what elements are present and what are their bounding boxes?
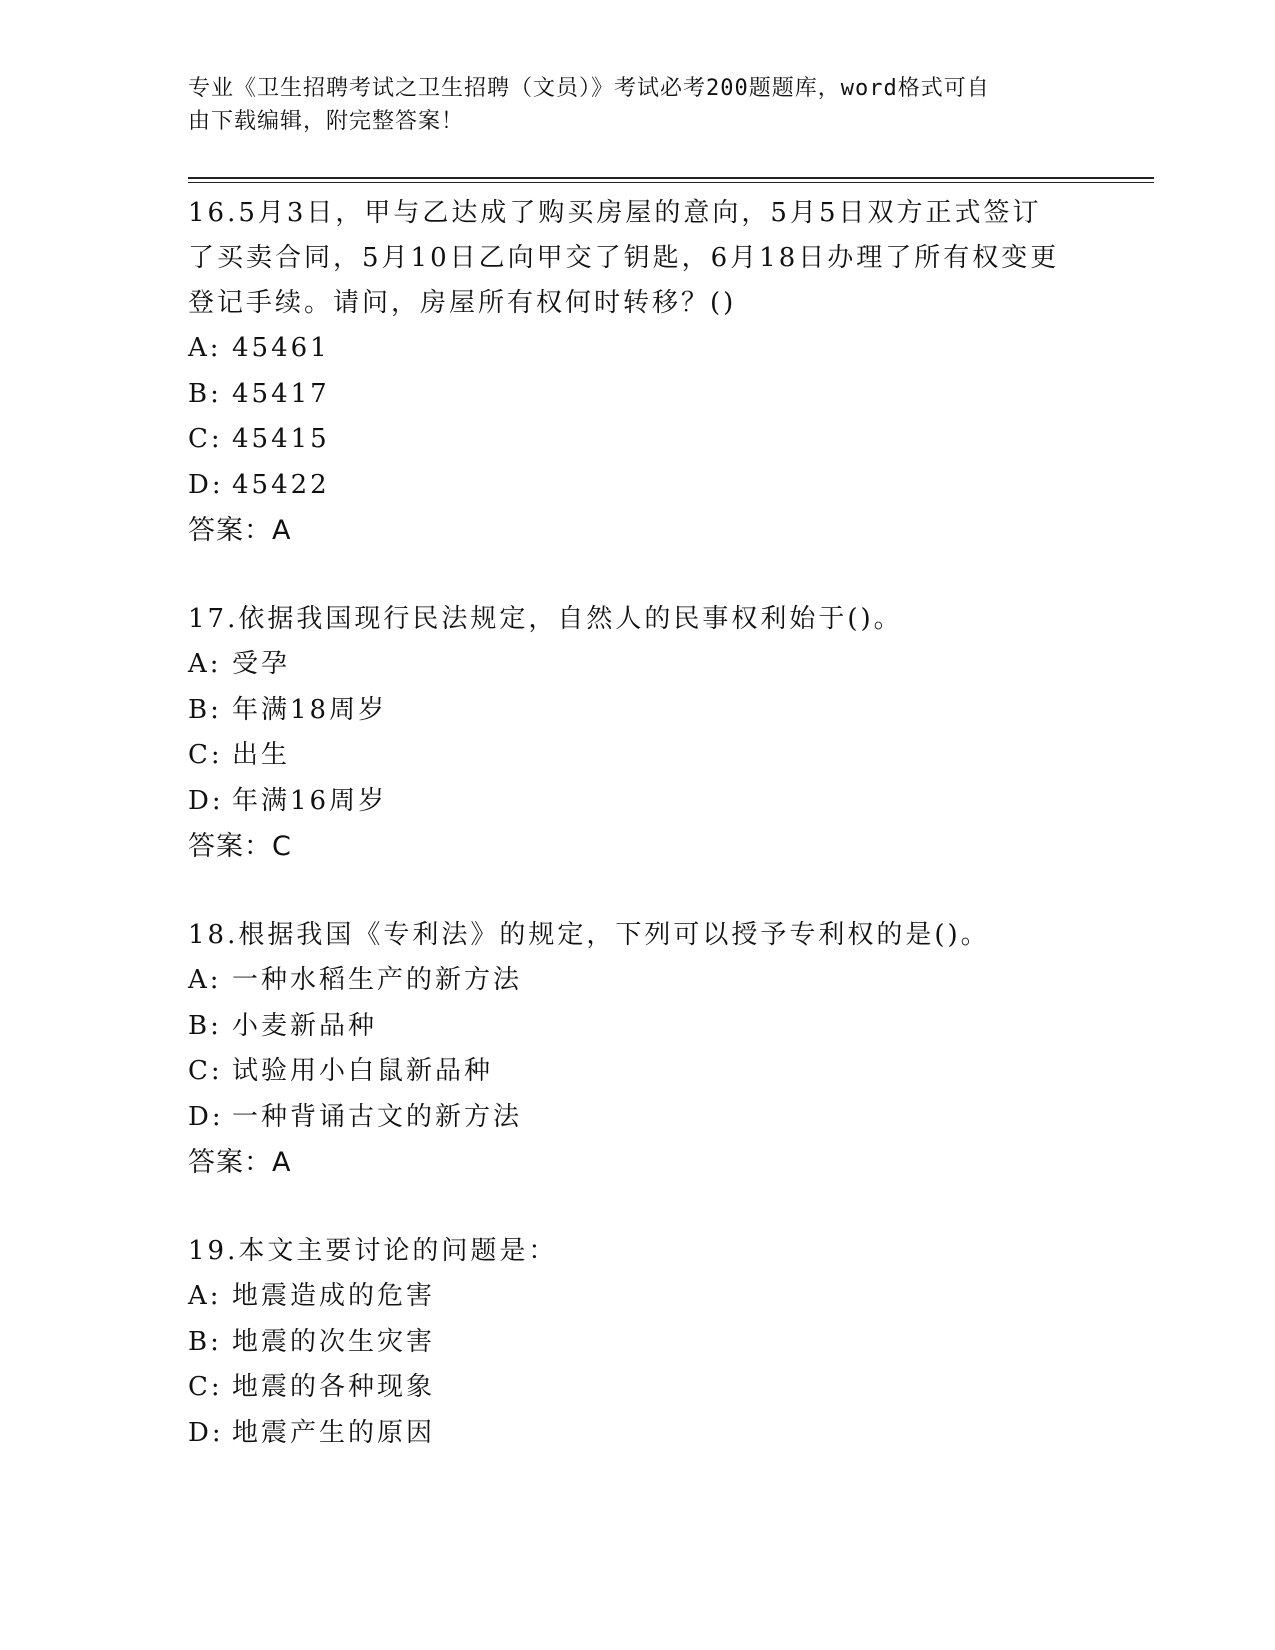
option-text: 年满16周岁: [232, 785, 388, 816]
option-letter: B:: [188, 694, 222, 725]
question-stem-line: 17.依据我国现行民法规定，自然人的民事权利始于()。: [188, 604, 903, 634]
answer-line: 答案：A: [188, 515, 292, 546]
header-line-2: 由下载编辑，附完整答案！: [188, 109, 465, 134]
option-d: [188, 463, 1088, 509]
question-16: [188, 191, 1088, 553]
option-c: [188, 1049, 1088, 1095]
option-letter: B:: [188, 378, 222, 409]
option-letter: C:: [188, 740, 223, 770]
option-c: [188, 733, 1088, 779]
option-text: 试验用小白鼠新品种: [232, 1056, 494, 1086]
question-18: [188, 913, 1088, 1185]
question-stem-line: 了买卖合同，5月10日乙向甲交了钥匙，6月18日办理了所有权变更: [188, 243, 1060, 273]
option-d: [188, 779, 1088, 825]
option-text: 一种水稻生产的新方法: [232, 965, 523, 995]
option-letter: B:: [188, 1010, 222, 1041]
option-text: 45461: [232, 333, 330, 363]
option-c: [188, 1365, 1088, 1411]
option-letter: D:: [188, 785, 224, 816]
option-letter: A:: [188, 1281, 222, 1311]
question-stem-line: 登记手续。请问，房屋所有权何时转移？(): [188, 288, 737, 318]
option-text: 地震的各种现象: [232, 1372, 436, 1402]
option-text: 45417: [232, 378, 330, 409]
option-text: 一种背诵古文的新方法: [232, 1101, 523, 1132]
option-a: [188, 1274, 1088, 1320]
option-letter: C:: [188, 1372, 223, 1402]
question-stem-line: 18.根据我国《专利法》的规定，下列可以授予专利权的是()。: [188, 920, 990, 950]
header-line-1: 专业《卫生招聘考试之卫生招聘（文员）》考试必考200题题库，word格式可自: [188, 76, 990, 101]
question-list: [188, 191, 1088, 1500]
option-text: 地震造成的危害: [232, 1281, 436, 1311]
option-text: 地震的次生灾害: [232, 1326, 436, 1357]
option-letter: D:: [188, 1417, 224, 1448]
option-text: 年满18周岁: [232, 694, 388, 725]
option-letter: A:: [188, 965, 222, 995]
option-text: 45422: [232, 469, 330, 500]
document-header: [188, 72, 1068, 138]
question-stem-line: 19.本文主要讨论的问题是：: [188, 1236, 558, 1266]
option-text: 小麦新品种: [232, 1010, 378, 1041]
option-letter: A:: [188, 333, 222, 363]
option-text: 地震产生的原因: [232, 1417, 436, 1448]
option-a: [188, 642, 1088, 688]
option-b: [188, 688, 1088, 734]
answer-line: 答案：A: [188, 1147, 292, 1178]
option-b: [188, 1320, 1088, 1366]
option-d: [188, 1411, 1088, 1457]
option-text: 受孕: [232, 649, 291, 679]
option-letter: D:: [188, 1101, 224, 1132]
option-letter: C:: [188, 1056, 223, 1086]
option-letter: C:: [188, 424, 223, 454]
option-a: [188, 326, 1088, 372]
option-letter: D:: [188, 469, 224, 500]
answer-line: 答案：C: [188, 831, 292, 862]
question-19: [188, 1229, 1088, 1456]
option-a: [188, 958, 1088, 1004]
option-letter: B:: [188, 1326, 222, 1357]
option-text: 出生: [232, 740, 291, 770]
question-stem-line: 16.5月3日，甲与乙达成了购买房屋的意向，5月5日双方正式签订: [188, 198, 1042, 228]
option-letter: A:: [188, 649, 222, 679]
option-text: 45415: [232, 424, 330, 454]
question-17: [188, 597, 1088, 869]
option-b: [188, 372, 1088, 418]
option-b: [188, 1004, 1088, 1050]
header-divider: [188, 177, 1154, 183]
option-c: [188, 417, 1088, 463]
option-d: [188, 1095, 1088, 1141]
